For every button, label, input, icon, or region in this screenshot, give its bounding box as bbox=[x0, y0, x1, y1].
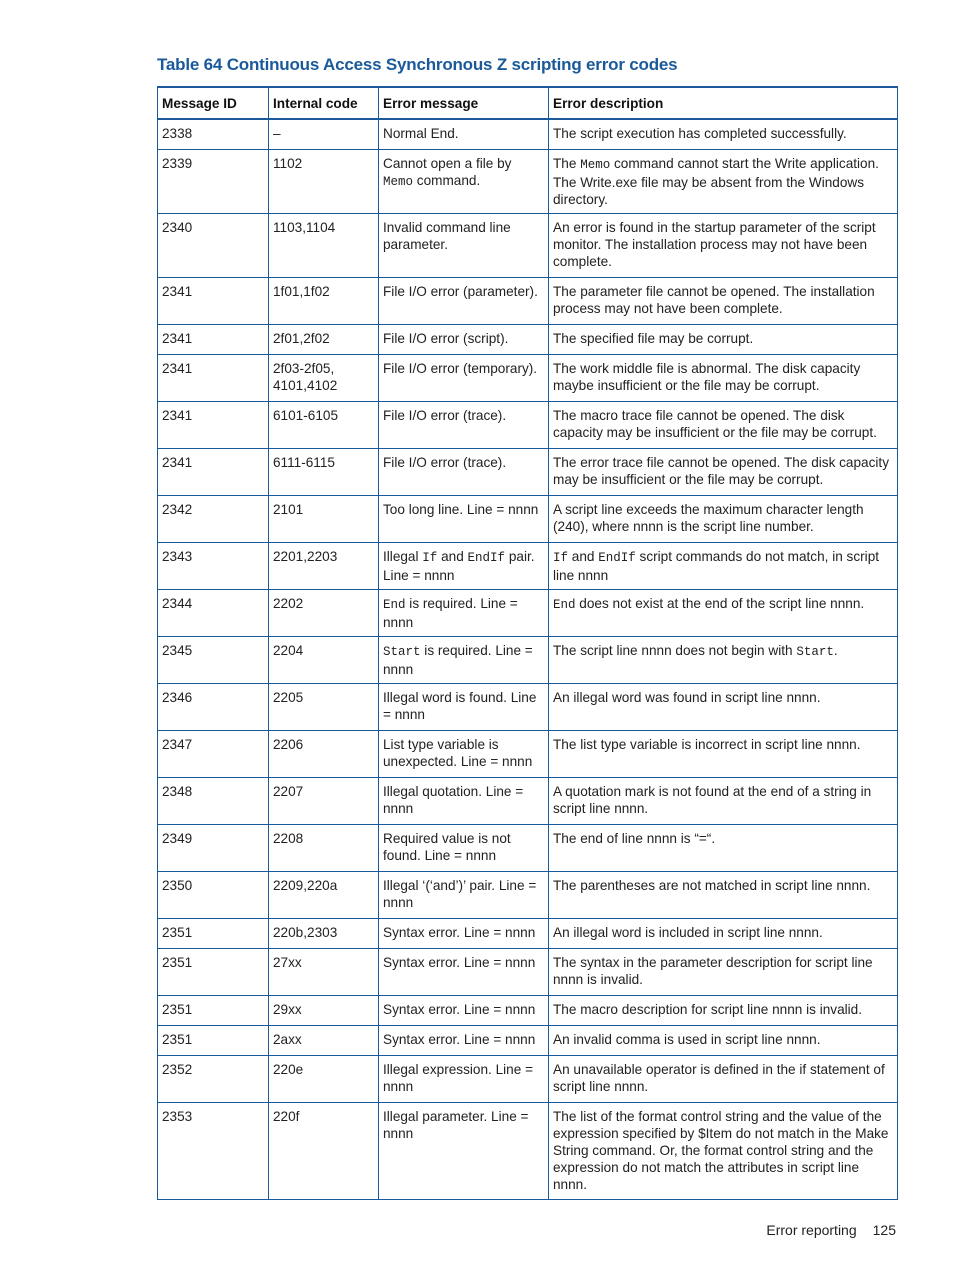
code-text: End bbox=[553, 597, 576, 612]
text-segment: script commands do not match, in script line nnnn bbox=[553, 548, 880, 583]
message-id-cell: 2340 bbox=[158, 213, 269, 277]
code-text: Memo bbox=[383, 174, 414, 189]
text-segment: The bbox=[553, 155, 581, 171]
error-description-cell bbox=[549, 448, 898, 495]
internal-code-cell: 2207 bbox=[269, 777, 379, 824]
text-segment: The parentheses are not matched in script line nnnn. bbox=[553, 877, 871, 893]
code-text: If bbox=[553, 550, 569, 565]
footer-section-title: Error reporting bbox=[766, 1222, 857, 1238]
table-row bbox=[158, 119, 898, 149]
text-segment: An invalid comma is used in script line nnnn. bbox=[553, 1031, 821, 1047]
page-footer bbox=[766, 1222, 896, 1238]
column-header-error-description: Error description bbox=[549, 87, 898, 119]
internal-code-cell: 220f bbox=[269, 1102, 379, 1199]
error-message-cell bbox=[379, 354, 549, 401]
error-message-cell bbox=[379, 1025, 549, 1055]
error-description-cell bbox=[549, 683, 898, 730]
table-row bbox=[158, 918, 898, 948]
text-segment: The error trace file cannot be opened. The disk capacity may be insufficient or the file may be corrupt. bbox=[553, 454, 890, 487]
message-id-cell: 2349 bbox=[158, 824, 269, 871]
text-segment: A quotation mark is not found at the end of a string in script line nnnn. bbox=[553, 783, 872, 816]
message-id-cell: 2351 bbox=[158, 1025, 269, 1055]
text-segment: Illegal parameter. Line = nnnn bbox=[383, 1108, 529, 1141]
table-row bbox=[158, 1055, 898, 1102]
table-row bbox=[158, 683, 898, 730]
error-message-cell bbox=[379, 871, 549, 918]
table-row bbox=[158, 777, 898, 824]
error-description-cell bbox=[549, 871, 898, 918]
internal-code-cell: 220e bbox=[269, 1055, 379, 1102]
internal-code-cell: 2205 bbox=[269, 683, 379, 730]
internal-code-cell: 2208 bbox=[269, 824, 379, 871]
text-segment: Syntax error. Line = nnnn bbox=[383, 1031, 536, 1047]
text-segment: File I/O error (parameter). bbox=[383, 283, 538, 299]
table-row bbox=[158, 948, 898, 995]
text-segment: The parameter file cannot be opened. The installation process may not have been complete. bbox=[553, 283, 875, 316]
error-message-cell bbox=[379, 542, 549, 589]
text-segment: Normal End. bbox=[383, 126, 459, 141]
table-row bbox=[158, 636, 898, 683]
message-id-cell: 2338 bbox=[158, 119, 269, 149]
internal-code-cell: 2209,220a bbox=[269, 871, 379, 918]
error-message-cell bbox=[379, 448, 549, 495]
message-id-cell: 2341 bbox=[158, 324, 269, 354]
table-row bbox=[158, 1025, 898, 1055]
text-segment: Illegal quotation. Line = nnnn bbox=[383, 783, 524, 816]
text-segment: command cannot start the Write application. The Write.exe file may be absent from the Windows directory. bbox=[553, 155, 879, 207]
error-description-cell bbox=[549, 354, 898, 401]
message-id-cell: 2341 bbox=[158, 277, 269, 324]
table-row bbox=[158, 448, 898, 495]
message-id-cell: 2341 bbox=[158, 354, 269, 401]
error-message-cell bbox=[379, 683, 549, 730]
internal-code-cell: 1103,1104 bbox=[269, 213, 379, 277]
text-segment: An error is found in the startup parameter of the script monitor. The installation process may not have been complete. bbox=[553, 219, 876, 269]
error-description-cell bbox=[549, 542, 898, 589]
text-segment: command. bbox=[413, 172, 481, 188]
text-segment: Illegal expression. Line = nnnn bbox=[383, 1061, 534, 1094]
error-message-cell bbox=[379, 119, 549, 149]
text-segment: Invalid command line parameter. bbox=[383, 219, 511, 252]
error-message-cell bbox=[379, 636, 549, 683]
table-row bbox=[158, 1102, 898, 1199]
text-segment: is required. Line = nnnn bbox=[383, 642, 533, 677]
table-row bbox=[158, 213, 898, 277]
internal-code-cell: 2101 bbox=[269, 495, 379, 542]
message-id-cell: 2353 bbox=[158, 1102, 269, 1199]
error-description-cell bbox=[549, 730, 898, 777]
error-message-cell bbox=[379, 1055, 549, 1102]
text-segment: Too long line. Line = nnnn bbox=[383, 501, 539, 517]
error-description-cell bbox=[549, 495, 898, 542]
internal-code-cell: 2201,2203 bbox=[269, 542, 379, 589]
code-text: EndIf bbox=[598, 550, 636, 565]
message-id-cell: 2346 bbox=[158, 683, 269, 730]
internal-code-cell: 27xx bbox=[269, 948, 379, 995]
error-message-cell bbox=[379, 401, 549, 448]
table-row bbox=[158, 324, 898, 354]
text-segment: The script line nnnn does not begin with bbox=[553, 642, 797, 658]
internal-code-cell: 2206 bbox=[269, 730, 379, 777]
text-segment: List type variable is unexpected. Line = nnnn bbox=[383, 736, 533, 769]
code-text: End bbox=[383, 597, 406, 612]
error-description-cell bbox=[549, 636, 898, 683]
error-message-cell bbox=[379, 213, 549, 277]
table-header-row bbox=[158, 87, 898, 119]
text-segment: The work middle file is abnormal. The disk capacity maybe insufficient or the file may be corrupt. bbox=[553, 360, 861, 393]
error-message-cell bbox=[379, 589, 549, 636]
message-id-cell: 2352 bbox=[158, 1055, 269, 1102]
table-row bbox=[158, 542, 898, 589]
internal-code-cell: 29xx bbox=[269, 995, 379, 1025]
error-message-cell bbox=[379, 149, 549, 213]
error-message-cell bbox=[379, 948, 549, 995]
text-segment: An illegal word was found in script line nnnn. bbox=[553, 689, 821, 705]
text-segment: The macro trace file cannot be opened. The disk capacity may be insufficient or the file may be corrupt. bbox=[553, 407, 877, 440]
internal-code-cell: 2axx bbox=[269, 1025, 379, 1055]
internal-code-cell: 6111-6115 bbox=[269, 448, 379, 495]
message-id-cell: 2350 bbox=[158, 871, 269, 918]
text-segment: File I/O error (trace). bbox=[383, 407, 507, 423]
message-id-cell: 2341 bbox=[158, 448, 269, 495]
table-row bbox=[158, 495, 898, 542]
error-description-cell bbox=[549, 149, 898, 213]
internal-code-cell: 2f03-2f05, 4101,4102 bbox=[269, 354, 379, 401]
table-row bbox=[158, 149, 898, 213]
text-segment: is required. Line = nnnn bbox=[383, 595, 518, 630]
message-id-cell: 2342 bbox=[158, 495, 269, 542]
error-description-cell bbox=[549, 119, 898, 149]
internal-code-cell: 2202 bbox=[269, 589, 379, 636]
text-segment: Syntax error. Line = nnnn bbox=[383, 924, 536, 940]
table-title: Table 64 Continuous Access Synchronous Z scripting error codes bbox=[157, 55, 678, 74]
table-row bbox=[158, 730, 898, 777]
error-message-cell bbox=[379, 777, 549, 824]
internal-code-cell: 1f01,1f02 bbox=[269, 277, 379, 324]
error-description-cell bbox=[549, 213, 898, 277]
column-header-error-message: Error message bbox=[379, 87, 549, 119]
text-segment: The macro description for script line nnnn is invalid. bbox=[553, 1001, 863, 1017]
error-message-cell bbox=[379, 918, 549, 948]
error-description-cell bbox=[549, 824, 898, 871]
text-segment: and bbox=[437, 548, 468, 564]
message-id-cell: 2348 bbox=[158, 777, 269, 824]
table-row bbox=[158, 277, 898, 324]
internal-code-cell: 2204 bbox=[269, 636, 379, 683]
error-description-cell bbox=[549, 777, 898, 824]
code-text: If bbox=[422, 550, 438, 565]
text-segment: The syntax in the parameter description for script line nnnn is invalid. bbox=[553, 954, 873, 987]
text-segment: The specified file may be corrupt. bbox=[553, 330, 754, 346]
error-message-cell bbox=[379, 324, 549, 354]
text-segment: File I/O error (script). bbox=[383, 330, 509, 346]
text-segment: . bbox=[833, 642, 838, 658]
text-segment: pair. Line = nnnn bbox=[383, 548, 535, 583]
code-text: Memo bbox=[580, 157, 611, 172]
message-id-cell: 2339 bbox=[158, 149, 269, 213]
table-row bbox=[158, 401, 898, 448]
text-segment: Cannot open a file by bbox=[383, 155, 512, 171]
text-segment: Illegal word is found. Line = nnnn bbox=[383, 689, 537, 722]
text-segment: The end of line nnnn is “=“. bbox=[553, 830, 716, 846]
table-row bbox=[158, 589, 898, 636]
error-description-cell bbox=[549, 1025, 898, 1055]
table-row bbox=[158, 995, 898, 1025]
text-segment: A script line exceeds the maximum character length (240), where nnnn is the script line number. bbox=[553, 501, 864, 534]
table-row bbox=[158, 871, 898, 918]
message-id-cell: 2347 bbox=[158, 730, 269, 777]
internal-code-cell: 1102 bbox=[269, 149, 379, 213]
text-segment: and bbox=[568, 548, 599, 564]
internal-code-cell: – bbox=[269, 119, 379, 149]
text-segment: The list of the format control string and the value of the expression specified by $Item do not match in the Make String command. Or, the format control string and the expression do not match the attributes in script line nnnn. bbox=[553, 1108, 889, 1192]
internal-code-cell: 6101-6105 bbox=[269, 401, 379, 448]
error-message-cell bbox=[379, 824, 549, 871]
text-segment: The list type variable is incorrect in script line nnnn. bbox=[553, 736, 861, 752]
table-row bbox=[158, 354, 898, 401]
text-segment: File I/O error (trace). bbox=[383, 454, 507, 470]
message-id-cell: 2341 bbox=[158, 401, 269, 448]
error-message-cell bbox=[379, 1102, 549, 1199]
text-segment: The script execution has completed successfully. bbox=[553, 126, 847, 141]
error-description-cell bbox=[549, 1055, 898, 1102]
table-row bbox=[158, 824, 898, 871]
text-segment: File I/O error (temporary). bbox=[383, 360, 538, 376]
error-description-cell bbox=[549, 589, 898, 636]
page-number: 125 bbox=[872, 1222, 896, 1238]
text-segment: Illegal bbox=[383, 548, 423, 564]
internal-code-cell: 2f01,2f02 bbox=[269, 324, 379, 354]
error-message-cell bbox=[379, 730, 549, 777]
code-text: Start bbox=[383, 644, 421, 659]
message-id-cell: 2351 bbox=[158, 948, 269, 995]
message-id-cell: 2351 bbox=[158, 918, 269, 948]
error-description-cell bbox=[549, 948, 898, 995]
table-body bbox=[158, 119, 898, 1199]
error-description-cell bbox=[549, 324, 898, 354]
text-segment: An unavailable operator is defined in the if statement of script line nnnn. bbox=[553, 1061, 885, 1094]
error-description-cell bbox=[549, 995, 898, 1025]
code-text: EndIf bbox=[467, 550, 506, 565]
text-segment: Required value is not found. Line = nnnn bbox=[383, 830, 511, 863]
error-codes-table bbox=[157, 86, 898, 1200]
message-id-cell: 2344 bbox=[158, 589, 269, 636]
error-description-cell bbox=[549, 1102, 898, 1199]
text-segment: Syntax error. Line = nnnn bbox=[383, 954, 536, 970]
column-header-internal-code: Internal code bbox=[269, 87, 379, 119]
internal-code-cell: 220b,2303 bbox=[269, 918, 379, 948]
error-message-cell bbox=[379, 495, 549, 542]
message-id-cell: 2351 bbox=[158, 995, 269, 1025]
error-message-cell bbox=[379, 277, 549, 324]
text-segment: Syntax error. Line = nnnn bbox=[383, 1001, 536, 1017]
message-id-cell: 2343 bbox=[158, 542, 269, 589]
error-message-cell bbox=[379, 995, 549, 1025]
text-segment: Illegal ‘(‘and’)’ pair. Line = nnnn bbox=[383, 877, 537, 910]
error-description-cell bbox=[549, 277, 898, 324]
code-text: Start bbox=[796, 644, 834, 659]
column-header-message-id: Message ID bbox=[158, 87, 269, 119]
message-id-cell: 2345 bbox=[158, 636, 269, 683]
error-description-cell bbox=[549, 401, 898, 448]
text-segment: An illegal word is included in script line nnnn. bbox=[553, 924, 823, 940]
text-segment: does not exist at the end of the script line nnnn. bbox=[575, 595, 865, 611]
error-description-cell bbox=[549, 918, 898, 948]
